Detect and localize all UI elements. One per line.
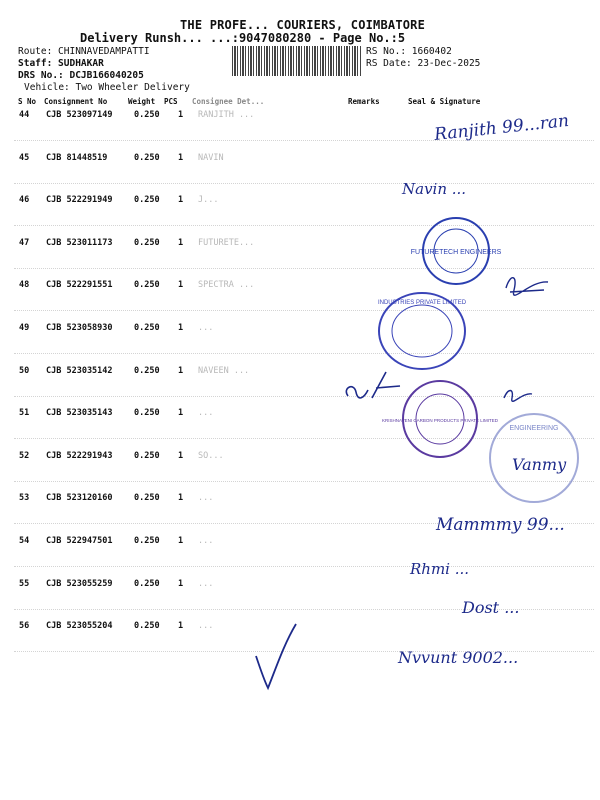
cell-sno: 46 bbox=[19, 195, 30, 205]
cell-pcs: 1 bbox=[178, 238, 184, 248]
cell-pcs: 1 bbox=[178, 408, 184, 418]
table-row bbox=[14, 323, 374, 337]
cell-consignment: CJB 523097149 bbox=[46, 110, 113, 120]
cell-pcs: 1 bbox=[178, 323, 184, 333]
cell-pcs: 1 bbox=[178, 280, 184, 290]
check-mark bbox=[250, 620, 300, 692]
cell-sno: 45 bbox=[19, 153, 30, 163]
cell-consignee: NAVEEN ... bbox=[198, 366, 250, 376]
cell-consignee: SPECTRA ... bbox=[198, 280, 255, 290]
cell-weight: 0.250 bbox=[134, 366, 160, 376]
stamp-text: FUTURETECH ENGINEERS bbox=[410, 249, 502, 256]
cell-consignment: CJB 522947501 bbox=[46, 536, 113, 546]
row-divider bbox=[14, 353, 594, 354]
cell-consignee: NAVIN bbox=[198, 153, 224, 163]
barcode bbox=[232, 46, 362, 76]
cell-sno: 53 bbox=[19, 493, 30, 503]
cell-pcs: 1 bbox=[178, 493, 184, 503]
table-row bbox=[14, 408, 374, 422]
table-row bbox=[14, 621, 374, 635]
cell-consignment: CJB 522291943 bbox=[46, 451, 113, 461]
staff-text: Staff: SUDHAKAR bbox=[18, 58, 104, 69]
cell-consignee: ... bbox=[198, 536, 214, 546]
stamp-text: KRISHNAVENI CARBON PRODUCTS PRIVATE LIMITED bbox=[381, 418, 499, 423]
cell-weight: 0.250 bbox=[134, 579, 160, 589]
table-row bbox=[14, 536, 374, 550]
cell-weight: 0.250 bbox=[134, 621, 160, 631]
cell-pcs: 1 bbox=[178, 366, 184, 376]
cell-consignment: CJB 523035142 bbox=[46, 366, 113, 376]
drs-number: DRS No.: DCJB166040205 bbox=[18, 70, 144, 81]
table-row bbox=[14, 195, 374, 209]
cell-weight: 0.250 bbox=[134, 536, 160, 546]
cell-pcs: 1 bbox=[178, 195, 184, 205]
row-divider bbox=[14, 183, 594, 184]
col-header-sno: S No bbox=[18, 97, 37, 106]
vehicle-text: Vehicle: Two Wheeler Delivery bbox=[24, 82, 190, 93]
signature-row-44: Ranjith 99...ran bbox=[433, 110, 570, 146]
industries-stamp bbox=[376, 290, 468, 372]
scribble-mark bbox=[500, 382, 536, 406]
table-row bbox=[14, 280, 374, 294]
krishnaveni-stamp bbox=[381, 378, 499, 460]
stamp-text: ENGINEERING bbox=[509, 425, 559, 432]
cell-weight: 0.250 bbox=[134, 195, 160, 205]
cell-sno: 56 bbox=[19, 621, 30, 631]
cell-sno: 47 bbox=[19, 238, 30, 248]
signature-extra: Nvvunt 9002... bbox=[398, 648, 519, 667]
cell-pcs: 1 bbox=[178, 451, 184, 461]
table-row bbox=[14, 153, 374, 167]
rs-date: RS Date: 23-Dec-2025 bbox=[366, 58, 481, 69]
cell-weight: 0.250 bbox=[134, 110, 160, 120]
table-row bbox=[14, 366, 374, 380]
cell-sno: 52 bbox=[19, 451, 30, 461]
cell-pcs: 1 bbox=[178, 536, 184, 546]
runsheet-title: Delivery Runsh... ...:9047080280 - Page No.:5 bbox=[80, 31, 406, 45]
cell-consignee: J... bbox=[198, 195, 219, 205]
cell-sno: 55 bbox=[19, 579, 30, 589]
scribble-mark bbox=[500, 270, 552, 300]
table-row bbox=[14, 451, 374, 465]
cell-weight: 0.250 bbox=[134, 238, 160, 248]
route-text: Route: CHINNAVEDAMPATTI bbox=[18, 46, 150, 57]
cell-consignment: CJB 523058930 bbox=[46, 323, 113, 333]
col-header-seal: Seal & Signature bbox=[408, 97, 481, 106]
col-header-weight: Weight bbox=[128, 97, 156, 106]
table-row bbox=[14, 238, 374, 252]
cell-consignee: ... bbox=[198, 621, 214, 631]
cell-pcs: 1 bbox=[178, 153, 184, 163]
cell-consignment: CJB 523011173 bbox=[46, 238, 113, 248]
cell-pcs: 1 bbox=[178, 579, 184, 589]
scribble-mark bbox=[340, 368, 410, 408]
signature-row-53: Mammmy 99... bbox=[436, 515, 565, 535]
cell-weight: 0.250 bbox=[134, 280, 160, 290]
col-header-consignee: Consignee Det... bbox=[192, 97, 265, 106]
cell-consignee: ... bbox=[198, 323, 214, 333]
signature-row-55: Rhmi ... bbox=[410, 560, 470, 578]
cell-sno: 51 bbox=[19, 408, 30, 418]
cell-sno: 48 bbox=[19, 280, 30, 290]
cell-sno: 44 bbox=[19, 110, 30, 120]
cell-consignment: CJB 523120160 bbox=[46, 493, 113, 503]
cell-consignee: FUTURETE... bbox=[198, 238, 255, 248]
cell-consignee: SO... bbox=[198, 451, 224, 461]
cell-pcs: 1 bbox=[178, 621, 184, 631]
futuretech-stamp bbox=[410, 215, 502, 287]
cell-consignee: ... bbox=[198, 408, 214, 418]
cell-weight: 0.250 bbox=[134, 493, 160, 503]
cell-consignee: ... bbox=[198, 579, 214, 589]
cell-consignee: RANJITH ... bbox=[198, 110, 255, 120]
col-header-remarks: Remarks bbox=[348, 97, 380, 106]
cell-consignment: CJB 523055204 bbox=[46, 621, 113, 631]
cell-weight: 0.250 bbox=[134, 451, 160, 461]
table-row bbox=[14, 110, 374, 124]
cell-sno: 49 bbox=[19, 323, 30, 333]
row-divider bbox=[14, 310, 594, 311]
cell-weight: 0.250 bbox=[134, 153, 160, 163]
signature-row-56: Dost ... bbox=[462, 598, 520, 617]
row-divider bbox=[14, 566, 594, 567]
row-divider bbox=[14, 225, 594, 226]
row-divider bbox=[14, 140, 594, 141]
cell-consignment: CJB 522291551 bbox=[46, 280, 113, 290]
cell-sno: 54 bbox=[19, 536, 30, 546]
row-divider bbox=[14, 268, 594, 269]
cell-weight: 0.250 bbox=[134, 408, 160, 418]
cell-sno: 50 bbox=[19, 366, 30, 376]
table-row bbox=[14, 493, 374, 507]
col-header-consignment: Consignment No bbox=[44, 97, 108, 106]
col-header-pcs: PCS bbox=[164, 97, 178, 106]
cell-consignee: ... bbox=[198, 493, 214, 503]
cell-consignment: CJB 81448519 bbox=[46, 153, 108, 163]
signature-row-45: Navin ... bbox=[402, 180, 467, 198]
rs-number: RS No.: 1660402 bbox=[366, 46, 452, 57]
cell-consignment: CJB 523055259 bbox=[46, 579, 113, 589]
table-row bbox=[14, 579, 374, 593]
cell-weight: 0.250 bbox=[134, 323, 160, 333]
cell-pcs: 1 bbox=[178, 110, 184, 120]
cell-consignment: CJB 522291949 bbox=[46, 195, 113, 205]
signature-row-52: Vanmy bbox=[512, 455, 567, 474]
cell-consignment: CJB 523035143 bbox=[46, 408, 113, 418]
stamp-text: INDUSTRIES PRIVATE LIMITED bbox=[377, 300, 467, 306]
company-title: THE PROFE... COURIERS, COIMBATORE bbox=[180, 18, 426, 32]
